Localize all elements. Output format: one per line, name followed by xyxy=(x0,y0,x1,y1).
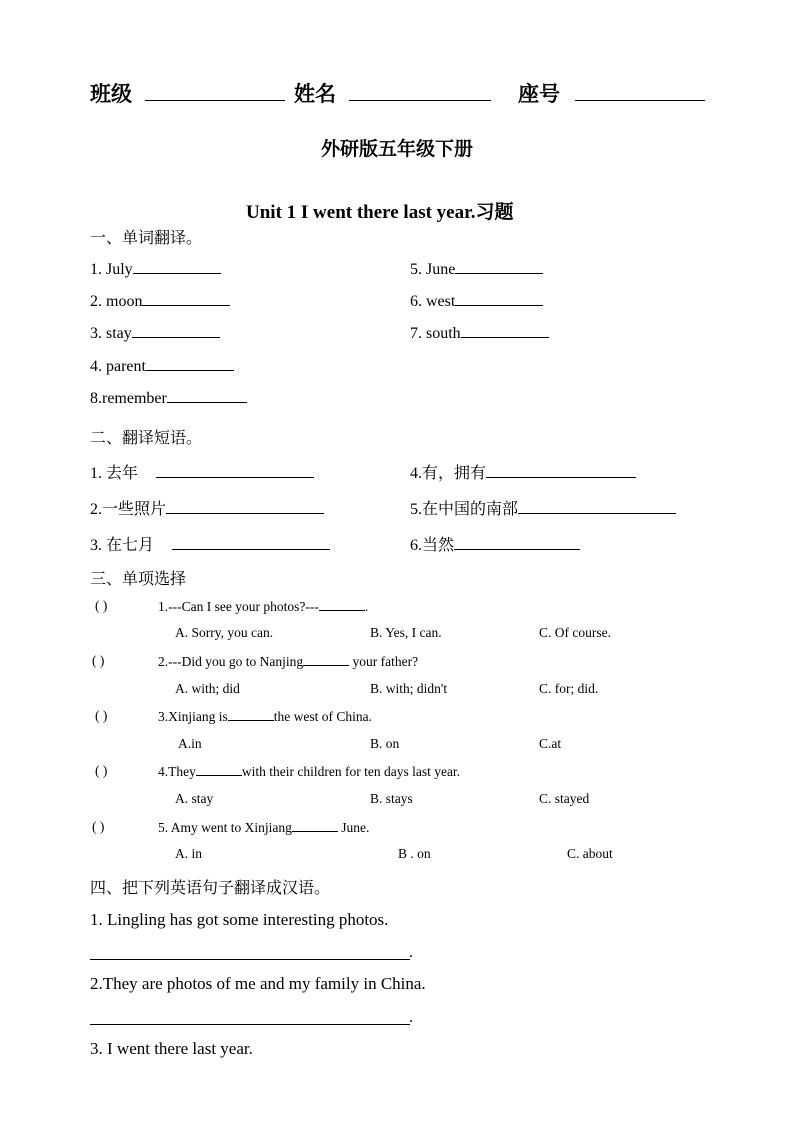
line-period: . xyxy=(409,944,413,961)
stem-text: 2.---Did you go to Nanjing xyxy=(158,654,304,669)
name-label: 姓名 xyxy=(294,82,336,106)
phrase-item xyxy=(90,496,324,519)
option-c[interactable]: C.at xyxy=(539,736,562,751)
question-stem xyxy=(158,653,418,670)
question-paren[interactable]: ( ) xyxy=(95,763,108,778)
stem-text: . xyxy=(364,599,369,614)
word-text: 8.remember xyxy=(90,390,167,407)
answer-blank[interactable] xyxy=(167,390,247,403)
stem-text: the west of China. xyxy=(273,709,372,724)
name-blank[interactable] xyxy=(349,82,491,101)
word-text: 5. June xyxy=(410,261,456,278)
sentence-2: 2.They are photos of me and my family in China. xyxy=(90,974,426,993)
class-field xyxy=(90,78,285,108)
word-item xyxy=(90,293,230,311)
phrase-text: 2.一些照片 xyxy=(90,501,167,518)
word-text: 7. south xyxy=(410,325,461,342)
word-item xyxy=(90,261,221,279)
answer-blank[interactable] xyxy=(454,537,580,550)
question-paren[interactable]: ( ) xyxy=(95,708,108,723)
stem-blank[interactable] xyxy=(196,763,242,776)
word-item xyxy=(410,325,549,343)
stem-text: 3.Xinjiang is xyxy=(158,709,228,724)
question-paren[interactable]: ( ) xyxy=(92,819,105,834)
phrase-item xyxy=(90,460,314,483)
question-paren[interactable]: ( ) xyxy=(95,598,108,613)
section2-heading: 二、翻译短语。 xyxy=(90,430,203,447)
stem-text: 4.They xyxy=(158,764,196,779)
word-item xyxy=(90,325,220,343)
word-text: 2. moon xyxy=(90,293,143,310)
seat-field xyxy=(518,78,705,108)
stem-text: with their children for ten days last year. xyxy=(241,764,461,779)
class-label: 班级 xyxy=(90,82,132,106)
unit-title: Unit 1 I went there last year.习题 xyxy=(246,202,514,223)
section1-heading: 一、单词翻译。 xyxy=(90,230,203,247)
answer-line[interactable] xyxy=(90,1024,410,1025)
class-blank[interactable] xyxy=(145,82,285,101)
word-item xyxy=(410,293,543,311)
answer-blank[interactable] xyxy=(172,537,330,550)
question-stem xyxy=(158,763,460,780)
phrase-text: 6.当然 xyxy=(410,537,455,554)
stem-text: June. xyxy=(337,820,370,835)
phrase-item xyxy=(410,532,580,555)
question-stem xyxy=(158,819,369,836)
option-c[interactable]: C. Of course. xyxy=(539,625,611,640)
phrase-item xyxy=(90,532,330,555)
stem-text: your father? xyxy=(349,654,419,669)
stem-text: 1.---Can I see your photos?--- xyxy=(158,599,319,614)
answer-blank[interactable] xyxy=(518,501,676,514)
line-period: . xyxy=(409,1009,413,1026)
word-item xyxy=(410,261,543,279)
name-field xyxy=(294,78,491,108)
word-text: 3. stay xyxy=(90,325,132,342)
phrase-text: 4.有，拥有 xyxy=(410,465,487,482)
answer-blank[interactable] xyxy=(133,261,221,274)
option-b[interactable]: B . on xyxy=(398,846,431,861)
word-text: 6. west xyxy=(410,293,456,310)
question-stem xyxy=(158,598,368,615)
question-stem xyxy=(158,708,372,725)
stem-blank[interactable] xyxy=(303,653,349,666)
stem-blank[interactable] xyxy=(228,708,274,721)
stem-blank[interactable] xyxy=(319,598,365,611)
option-a[interactable]: A. with; did xyxy=(175,681,240,696)
page-title: 外研版五年级下册 xyxy=(320,139,473,160)
question-paren[interactable]: ( ) xyxy=(92,653,105,668)
section3-heading: 三、单项选择 xyxy=(90,571,187,588)
word-item xyxy=(90,358,234,376)
phrase-item xyxy=(410,496,676,519)
option-b[interactable]: B. Yes, I can. xyxy=(370,625,442,640)
option-a[interactable]: A. in xyxy=(175,846,202,861)
word-text: 4. parent xyxy=(90,358,146,375)
option-b[interactable]: B. stays xyxy=(370,791,413,806)
option-c[interactable]: C. about xyxy=(567,846,613,861)
answer-blank[interactable] xyxy=(166,501,324,514)
answer-blank[interactable] xyxy=(132,325,220,338)
sentence-3: 3. I went there last year. xyxy=(90,1039,253,1058)
stem-blank[interactable] xyxy=(292,819,338,832)
stem-text: 5. Amy went to Xinjiang xyxy=(158,820,292,835)
answer-blank[interactable] xyxy=(142,293,230,306)
option-b[interactable]: B. with; didn't xyxy=(370,681,448,696)
answer-blank[interactable] xyxy=(156,465,314,478)
phrase-text: 3. 在七月 xyxy=(90,537,155,554)
answer-blank[interactable] xyxy=(455,293,543,306)
answer-blank[interactable] xyxy=(455,261,543,274)
phrase-text: 1. 去年 xyxy=(90,465,139,482)
answer-blank[interactable] xyxy=(146,358,234,371)
option-c[interactable]: C. for; did. xyxy=(539,681,599,696)
option-a[interactable]: A. Sorry, you can. xyxy=(175,625,274,640)
option-a[interactable]: A. stay xyxy=(175,791,214,806)
answer-line[interactable] xyxy=(90,959,410,960)
word-item xyxy=(90,390,247,408)
seat-label: 座号 xyxy=(518,82,560,106)
section4-heading: 四、把下列英语句子翻译成汉语。 xyxy=(90,880,331,897)
option-b[interactable]: B. on xyxy=(370,736,400,751)
seat-blank[interactable] xyxy=(575,82,705,101)
phrase-text: 5.在中国的南部 xyxy=(410,501,519,518)
option-a[interactable]: A.in xyxy=(178,736,202,751)
answer-blank[interactable] xyxy=(486,465,636,478)
sentence-1: 1. Lingling has got some interesting photos. xyxy=(90,910,389,929)
phrase-item xyxy=(410,460,636,483)
option-c[interactable]: C. stayed xyxy=(539,791,590,806)
word-text: 1. July xyxy=(90,261,133,278)
answer-blank[interactable] xyxy=(461,325,549,338)
